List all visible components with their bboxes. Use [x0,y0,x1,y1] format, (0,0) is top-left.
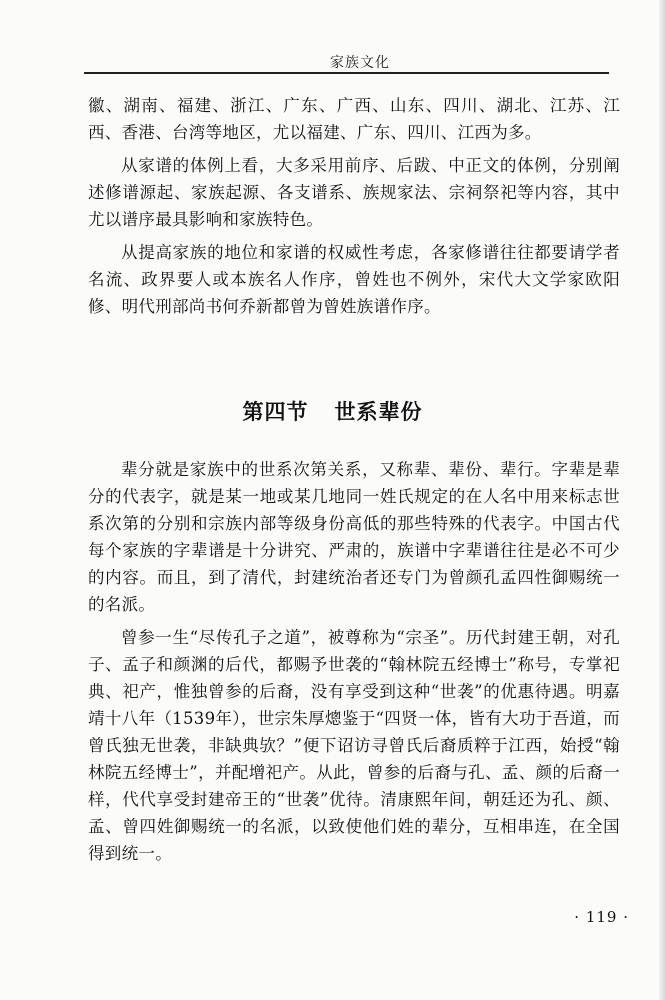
bottom-text-block [88,456,620,873]
paragraph-continuation: 徽、湖南、福建、浙江、广东、广西、山东、四川、湖北、江苏、江西、香港、台湾等地区，尤以福建、广东、四川、江西为多。 [88,96,620,142]
section-heading [0,396,665,426]
section-number: 第四节 [242,400,309,424]
page-number: · 119 · [574,908,629,926]
header-rule [84,72,609,74]
section-title-text: 世系辈份 [334,400,423,424]
paragraph-genealogy-format: 从家谱的体例上看，大多采用前序、后跋、中正文的体例，分别阐述修谱源起、家族起源、各支谱系、族规家法、宗祠祭祀等内容，其中尤以谱序最具影响和家族特色。 [88,156,620,229]
paragraph-zengcan-history: 曾参一生“尽传孔子之道”，被尊称为“宗圣”。历代封建王朝，对孔子、孟子和颜渊的后代，都赐予世袭的“翰林院五经博士”称号，专掌祀典、祀产，惟独曾参的后裔，没有享受到这种“世袭”的优惠待遇。明嘉靖十八年（1539年），世宗朱厚熜鉴于“四贤一体，皆有大功于吾道，而曾氏独无世袭，非缺典欤？”便下诏访寻曾氏后裔质粹于江西，始授“翰林院五经博士”，并配增祀产。从此，曾参的后裔与孔、孟、颜的后裔一样，代代享受封建帝王的“世袭”优待。清康熙年间，朝廷还为孔、颜、孟、曾四姓御赐统一的名派，以致使他们姓的辈分，互相串连，在全国得到统一。 [88,628,620,863]
paragraph-genealogy-preface: 从提高家族的地位和家谱的权威性考虑，各家修谱往往都要请学者名流、政界要人或本族名人作序，曾姓也不例外，宋代大文学家欧阳修、明代刑部尚书何乔新都曾为曾姓族谱作序。 [88,243,620,316]
running-header-title: 家族文化 [330,55,390,71]
page-edge-shadow [659,0,665,1000]
top-text-block [88,92,620,326]
paragraph-generation-definition: 辈分就是家族中的世系次第关系，又称辈、辈份、辈行。字辈是辈分的代表字，就是某一地或某几地同一姓氏规定的在人名中用来标志世系次第的分别和宗族内部等级身份高低的那些特殊的代表字。中国古代每个家族的字辈谱是十分讲究、严肃的，族谱中字辈谱往往是必不可少的内容。而且，到了清代，封建统治者还专门为曾颜孔孟四性御赐统一的名派。 [88,460,620,614]
